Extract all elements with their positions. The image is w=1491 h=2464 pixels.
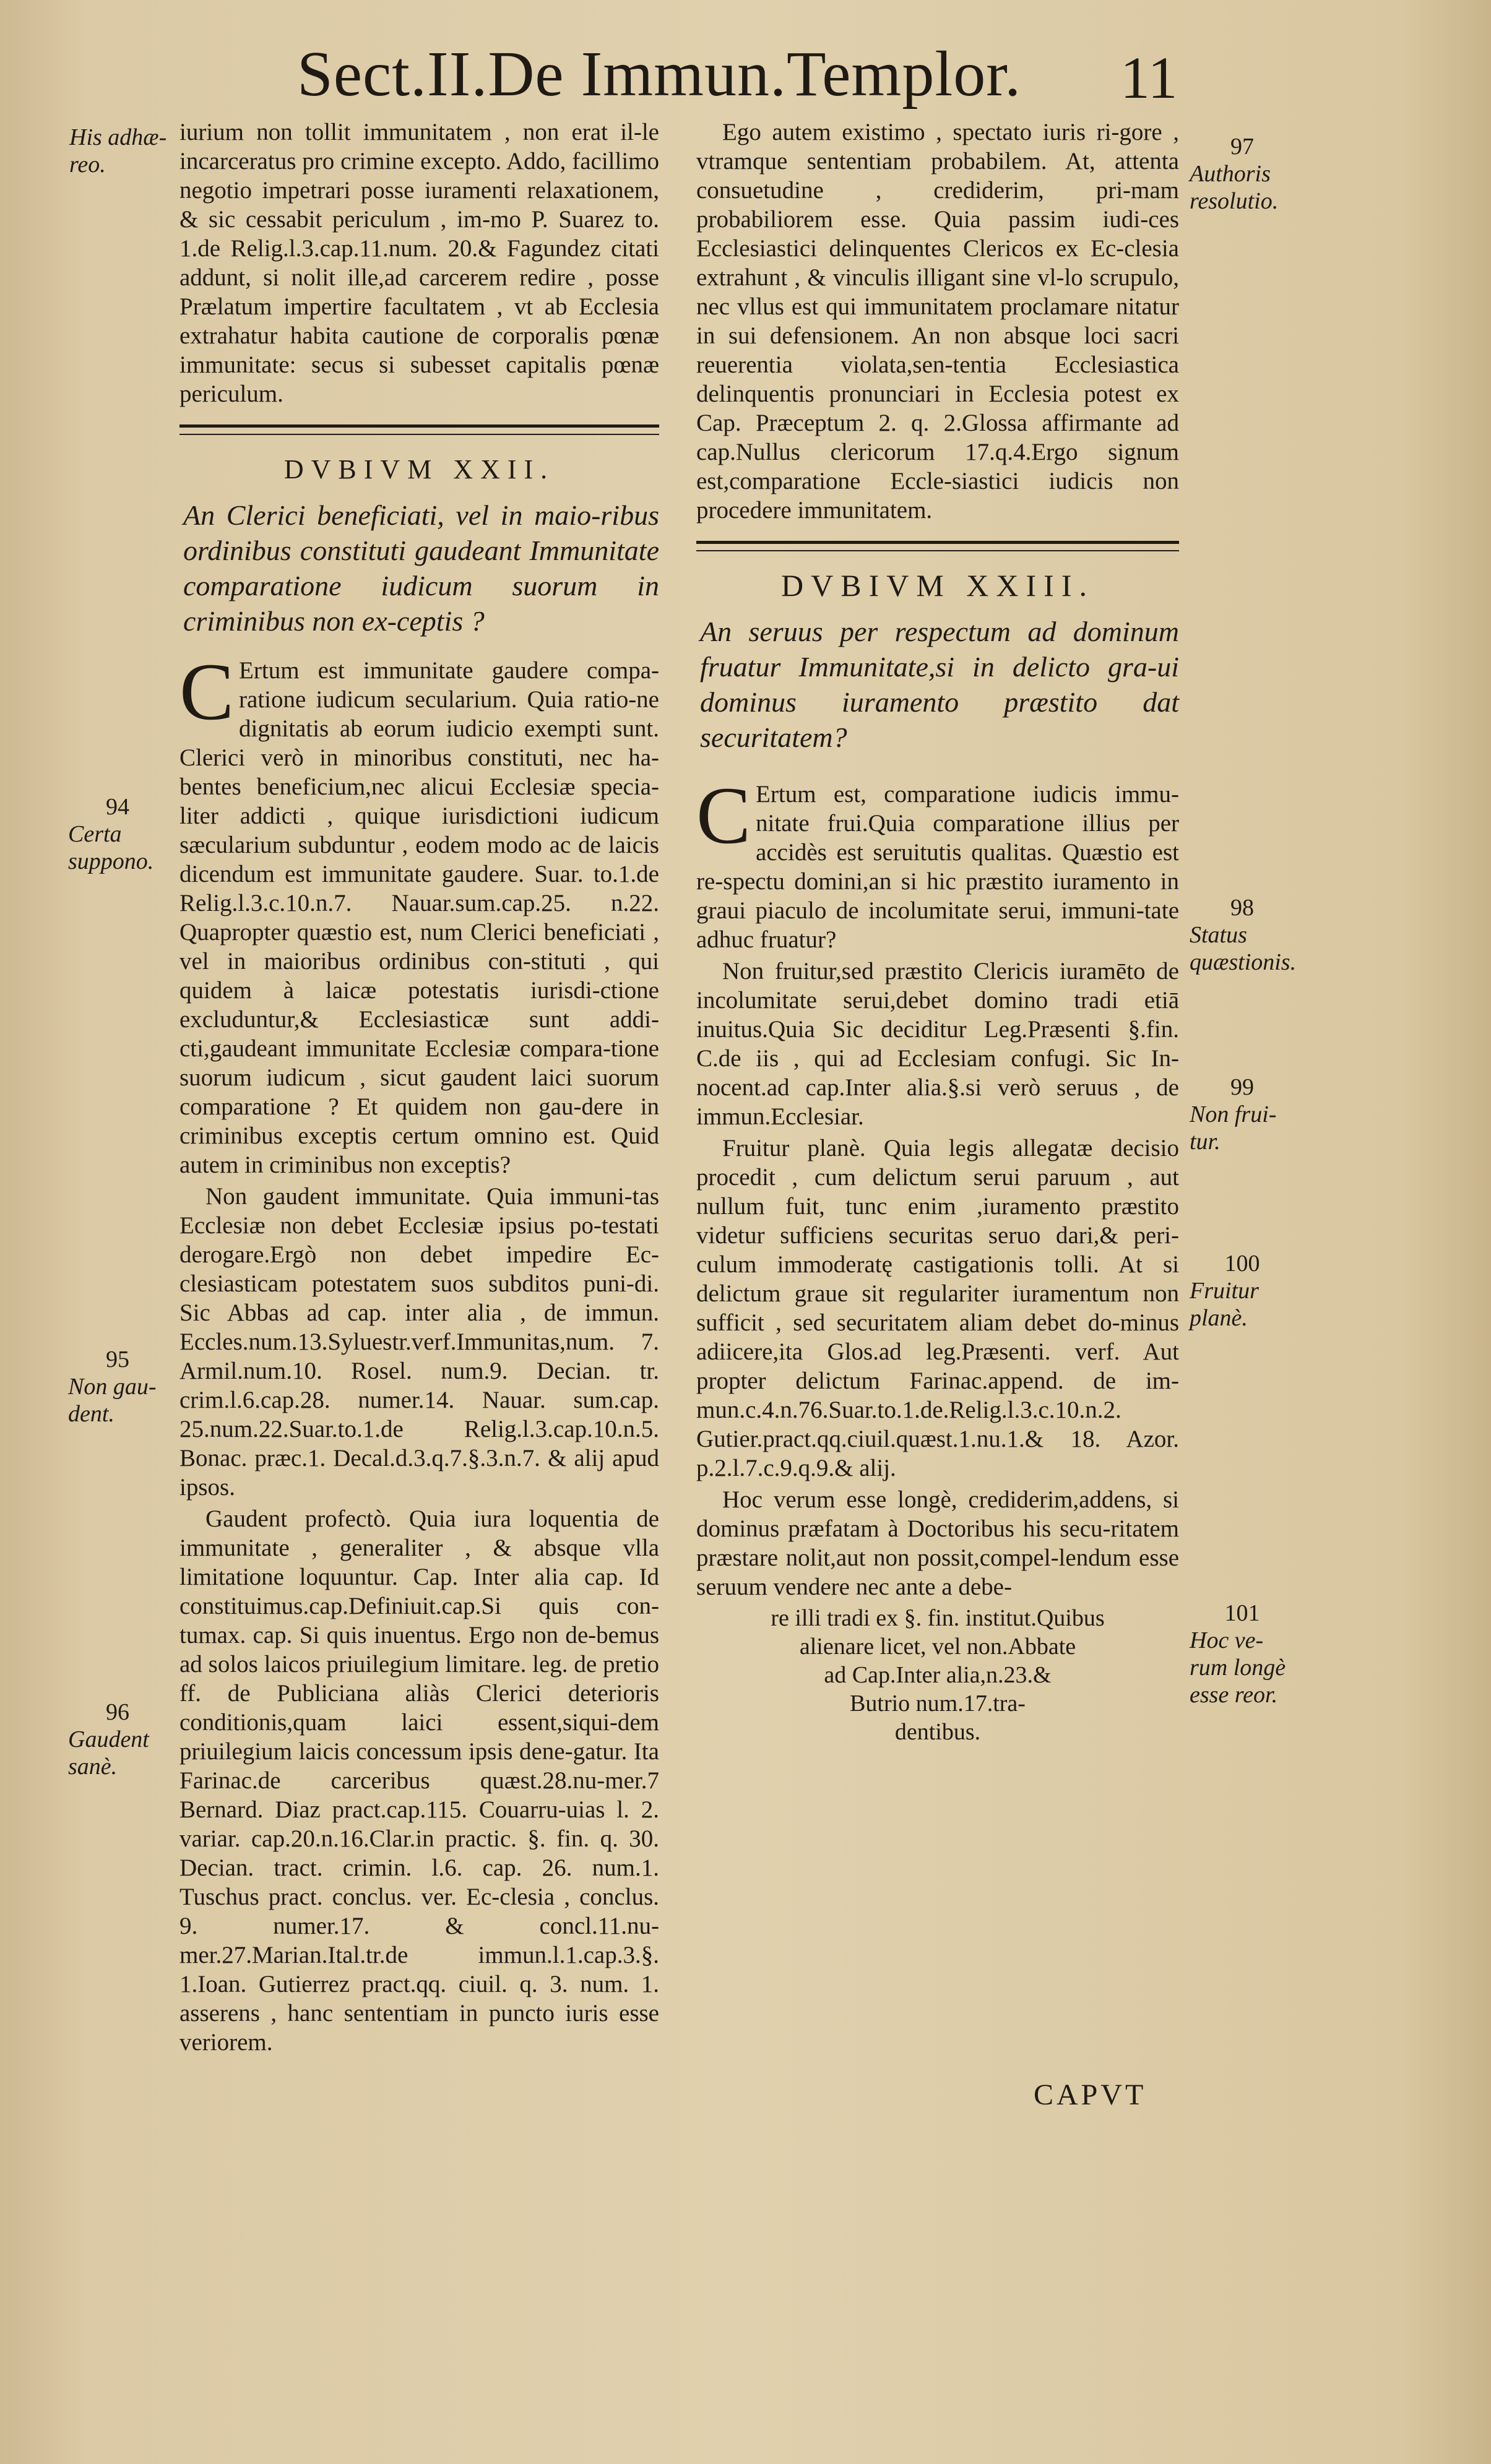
left-opening-paragraph: iurium non tollit immunitatem , non erat il-le incarceratus pro crimine excepto. Addo, facillimo negotio impetrari posse iuramenti relaxationem, & sic cessabit periculum , im-mo P. Suarez to. 1.de Relig.l.3.cap.11.num. 20.& Fagundez citati addunt, si nolit ille,ad carcerem redire , posse Prælatum impertire facultatem , vt ab Ecclesia extrahatur habita cautione de corporalis pœnæ immunitate: secus si subesset capitalis pœnæ periculum.	[179, 119, 659, 407]
margin-number-98: 98	[1230, 895, 1254, 921]
margin-note-fruitur-plane: Fruitur planè.	[1190, 1278, 1259, 1331]
dubium-xxii-question: An Clerici beneficiati, vel in maio-ribus ordinibus constituti gaudeant Immunitate comparatione iudicum suorum in criminibus non ex-ceptis ?	[183, 499, 659, 637]
margin-note-authoris-resolutio: Authoris resolutio.	[1190, 161, 1279, 214]
dubium-xxii-title: DVBIVM XXII.	[283, 454, 555, 485]
paragraph-95: Non gaudent immunitate. Quia immuni-tas Ecclesiæ non debet Ecclesiæ ipsius po-testati derogare.Ergò non debet impedire Ec-clesiasticam potestatem suos subditos puni-di. Sic Abbas ad cap. inter alia , de immun. Eccles.num.13.Syluestr.verf.Immunitas,num. 7. Armil.num.10. Rosel. num.9. Decian. tr. crim.l.6.cap.28. numer.14. Nauar. sum.cap. 25.num.22.Suar.to.1.de Relig.l.3.cap.10.n.5. Bonac. præc.1. Decal.d.3.q.7.§.3.n.7. & alij apud ipsos.	[179, 1183, 659, 1501]
margin-note-gaudent-sane: Gaudent sanè.	[68, 1726, 149, 1780]
left-column	[179, 118, 659, 2059]
paragraph-100: Fruitur planè. Quia legis allegatæ decisio procedit , cum delictum serui paruum , aut nullum fuit, tunc enim ,iuramento præstito videtur sufficiens securitas seruo dari,& peri-culum immoderatę castigationis tolli. At si delictum graue sit regulariter iuramentum non sufficit , sed securitatem aliam debet do-minus adiicere,ita Glos.ad leg.Præsenti. verf. Aut propter delictum Farinac.append. de im-mun.c.4.n.76.Suar.to.1.de.Relig.l.3.c.10.n.2. Gutier.pract.qq.ciuil.quæst.1.nu.1.& 18. Azor. p.2.l.7.c.9.q.9.& alij.	[696, 1135, 1179, 1481]
page-header	[0, 37, 1491, 124]
margin-note-non-fruitur: Non frui-tur.	[1190, 1101, 1277, 1155]
catchword: CAPVT	[1034, 2078, 1147, 2111]
margin-number-96: 96	[106, 1699, 129, 1725]
dropcap-94: C	[179, 646, 235, 737]
page-number: 11	[1120, 45, 1178, 111]
closing-line: ad Cap.Inter alia,n.23.&	[824, 1662, 1052, 1688]
paragraph-94-text: Ertum est immunitate gaudere compa-ratione iudicum secularium. Quia ratio-ne dignitatis ab eorum iudicio exempti sunt. Clerici verò in minoribus constituti, nec ha-bentes beneficium,nec alicui Ecclesiæ specia-liter addicti , quique iurisdictioni iudicum sæcularium subduntur , eodem modo ac de laicis dicendum est immunitate gaudere. Suar. to.1.de Relig.l.3.c.10.n.7. Nauar.sum.cap.25. n.22. Quapropter quæstio est, num Clerici beneficiati , vel in maioribus ordinibus con-stituti , qui quidem à laicæ potestatis iurisdi-ctione excluduntur,& Ecclesiasticæ sunt addi-cti,gaudeant immunitate Ecclesiæ compara-tione suorum iudicum , sicut gaudent laici suorum comparatione ? Et quidem non gau-dere in criminibus exceptis certum omnino est. Quid autem in criminibus non exceptis?	[179, 657, 659, 1178]
right-column	[696, 118, 1179, 1746]
margin-number-101: 101	[1224, 1600, 1260, 1626]
closing-line: dentibus.	[894, 1719, 981, 1745]
closing-line: alienare licet, vel non.Abbate	[799, 1634, 1076, 1660]
closing-line: re illi tradi ex §. fin. institut.Quibus	[771, 1605, 1105, 1631]
margin-note-hoc-verum: Hoc ve-rum longè esse reor.	[1190, 1627, 1286, 1708]
margin-note-certa-suppono: Certa suppono.	[68, 821, 154, 874]
paragraph-101: Hoc verum esse longè, crediderim,addens, si dominus præfatam à Doctoribus his secu-ritatem præstare nolit,aut non possit,compel-lendum esse seruum vendere nec ante a debe-	[696, 1486, 1179, 1600]
dubium-xxiii-question: An seruus per respectum ad dominum fruatur Immunitate,si in delicto gra-ui dominus iuramento præstito dat securitatem?	[700, 616, 1179, 753]
closing-block	[696, 1604, 1179, 1746]
margin-note-non-gaudent: Non gau-dent.	[68, 1374, 157, 1427]
dropcap-98: C	[696, 770, 751, 861]
running-title: Sect.II.De Immun.Templor.	[297, 38, 1022, 110]
margin-note-his-adhaereo: His adhæ-reo.	[69, 124, 167, 178]
margin-note-95	[68, 1346, 167, 1428]
margin-note-100	[1190, 1250, 1295, 1332]
margin-note-98	[1190, 894, 1295, 976]
margin-note-96	[68, 1699, 167, 1780]
paragraph-98	[696, 770, 1179, 954]
paragraph-99: Non fruitur,sed præstito Clericis iuramēto de incolumitate serui,debet domino tradi etiā inuitus.Quia Sic deciditur Leg.Præsenti §.fin. C.de iis , qui ad Ecclesiam confugi. Sic In-nocent.ad cap.Inter alia.§.si verò seruus , de immun.Ecclesiar.	[696, 958, 1179, 1130]
margin-number-99: 99	[1230, 1074, 1254, 1100]
section-rule-left	[179, 424, 659, 435]
margin-note-94	[68, 793, 167, 875]
margin-note-99	[1190, 1074, 1295, 1155]
paragraph-96: Gaudent profectò. Quia iura loquentia de immunitate , generaliter , & absque vlla limitatione loquuntur. Cap. Inter alia cap. Id constituimus.cap.Definiuit.cap.Si quis con-tumax. cap. Si quis inuentus. Ergo non de-bemus ad solos laicos priuilegium limitare. leg. de pretio ff. de Publiciana aliàs Clerici deterioris conditionis,quam laici essent,siqui-dem priuilegium laicis concessum ipsis dene-gatur. Ita Farinac.de carceribus quæst.28.nu-mer.7 Bernard. Diaz pract.cap.115. Couarru-uias l. 2. variar. cap.20.n.16.Clar.in practic. §. fin. q. 30. Decian. tract. crimin. l.6. cap. 26. num.1. Tuschus pract. conclus. ver. Ec-clesia , conclus. 9. numer.17. & concl.11.nu-mer.27.Marian.Ital.tr.de immun.l.1.cap.3.§. 1.Ioan. Gutierrez pract.qq. ciuil. q. 3. num. 1. asserens , hanc sententiam in puncto iuris esse veriorem.	[179, 1506, 659, 2056]
dubium-xxiii-title: DVBIVM XXIII.	[781, 568, 1094, 603]
paragraph-98-text: Ertum est, comparatione iudicis immu-nitate frui.Quia comparatione illius per accidès est seruitutis qualitas. Quæstio est re-spectu domini,an si hic præstito iuramento in graui piaculo de incolumitate serui, immuni-tate adhuc fruatur?	[696, 781, 1179, 953]
margin-number-97: 97	[1230, 134, 1254, 160]
paragraph-97: Ego autem existimo , spectato iuris ri-gore , vtramque sententiam probabilem. At, attenta consuetudine , crediderim, pri-mam probabiliorem esse. Quia passim iudi-ces Ecclesiastici delinquentes Clericos ex Ec-clesia extrahunt , & vinculis illigant sine vl-lo scrupulo, nec vllus est qui immunitatem proclamare nitatur in sui defensionem. An non absque loci sacri reuerentia violata,sen-tentia Ecclesiastica delinquentis pronunciari in Ecclesia potest ex Cap. Præceptum 2. q. 2.Glossa affirmante ad cap.Nullus clericorum 17.q.4.Ergo signum est,comparatione Eccle-siastici iudicis non procedere immunitatem.	[696, 119, 1179, 523]
margin-note-101	[1190, 1600, 1295, 1708]
closing-line: Butrio num.17.tra-	[850, 1691, 1026, 1717]
section-rule-right	[696, 541, 1179, 551]
margin-number-100: 100	[1224, 1251, 1260, 1277]
paragraph-94	[179, 646, 659, 1179]
margin-number-94: 94	[106, 794, 129, 820]
margin-number-95: 95	[106, 1346, 129, 1372]
margin-note-97	[1190, 133, 1295, 215]
margin-note-status-quaestionis: Status quæstionis.	[1190, 922, 1297, 975]
